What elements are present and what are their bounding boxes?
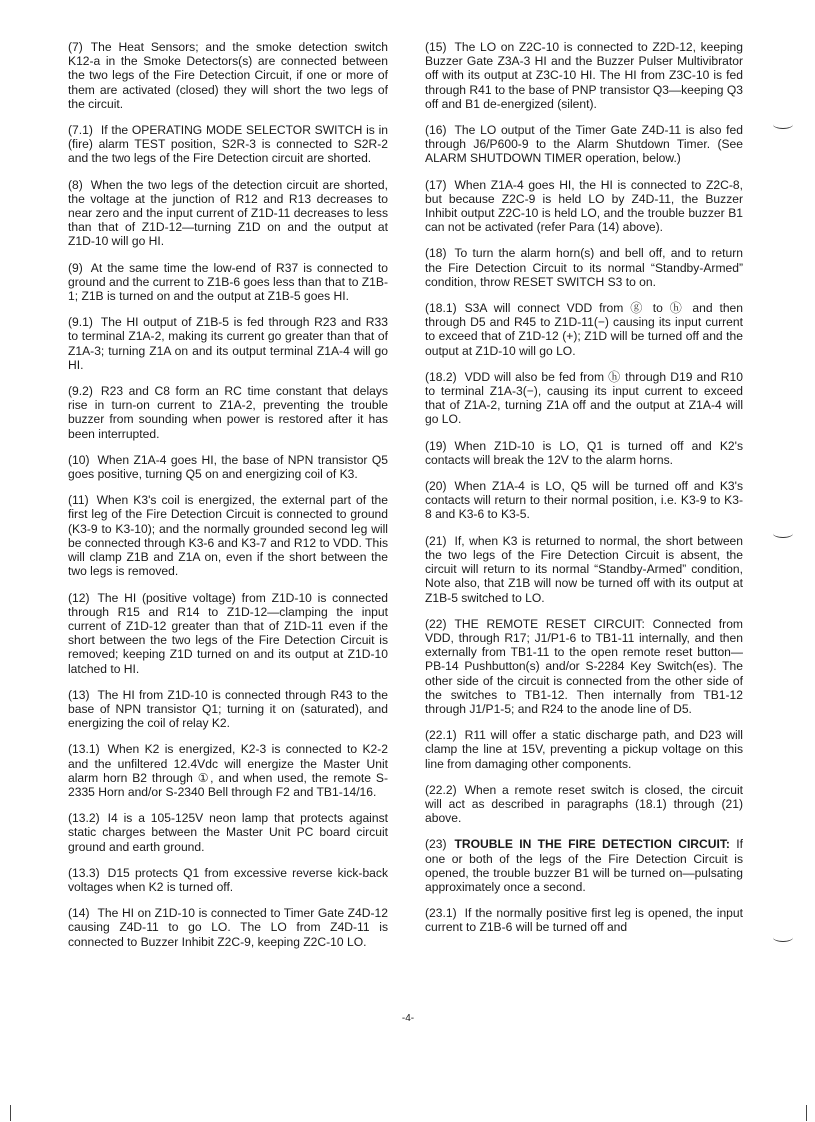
paragraph-number: (13) <box>68 687 90 702</box>
paragraph <box>425 246 743 289</box>
paragraph <box>68 178 388 249</box>
paragraph <box>425 123 743 166</box>
paragraph-number: (22.1) <box>425 728 457 743</box>
paragraph <box>68 384 388 441</box>
paragraph <box>68 866 388 894</box>
scan-edge-mark <box>10 1105 11 1121</box>
paragraph-text: When Z1D-10 is LO, Q1 is turned off and K2's contacts will break the 12V to the alarm horns. <box>425 438 743 467</box>
paragraph-number: (9.2) <box>68 384 93 399</box>
paragraph-text: The LO on Z2C-10 is connected to Z2D-12, keeping Buzzer Gate Z3A-3 HI and the Buzzer Pulser Multivibrator off with its output at Z3C-10 HI. The HI from Z3C-10 is fed through R41 to the base of PNP transistor Q3—keeping Q3 off and B1 de-energized (silent). <box>425 40 743 111</box>
paragraph-text: When Z1A-4 goes HI, the base of NPN transistor Q5 goes positive, turning Q5 on and energizing coil of K3. <box>68 452 388 482</box>
paragraph <box>425 40 743 111</box>
paragraph-number: (15) <box>425 40 447 54</box>
paragraph-text: VDD will also be fed from ⓗ through D19 and R10 to terminal Z1A-3(−), causing its input current to exceed that of Z1A-2, turning Z1A off and the output at Z1A-4 will go LO. <box>425 369 743 427</box>
paragraph-text: THE REMOTE RESET CIRCUIT: Connected from VDD, through R17; J1/P1-6 to TB1-11 internally, and then externally from TB1-11 to the open remote reset button—PB-14 Pushbutton(s) and/or S-2284 Key Switch(es). The other side of the circuit is connected from the other side of the switches to TB1-12. Then internally from TB1-12 through J1/P1-5; and R24 to the anode line of D5. <box>425 616 743 716</box>
paragraph <box>68 906 388 949</box>
paragraph <box>68 493 388 578</box>
paragraph-text: When the two legs of the detection circuit are shorted, the voltage at the junction of R12 and R13 decreases to near zero and the input current of Z1D-11 decreases to less than that of Z1D-12—turning Z1D on and the output at Z1D-10 will go HI. <box>68 177 388 249</box>
paragraph <box>425 301 743 358</box>
paragraph-number: (9) <box>68 260 83 275</box>
paragraph-number: (20) <box>425 479 447 494</box>
paragraph-text: If one or both of the legs of the Fire Detection Circuit is opened, the trouble buzzer B1 will be turned on—pulsating approximately once a second. <box>425 837 743 894</box>
paragraph-text: The HI on Z1D-10 is connected to Timer Gate Z4D-12 causing Z4D-11 to go LO. The LO from Z4D-11 is connected to Buzzer Inhibit Z2C-9, keeping Z2C-10 LO. <box>68 906 388 949</box>
paragraph-text: If the normally positive first leg is opened, the input current to Z1B-6 will be turned off and <box>425 906 743 935</box>
paragraph <box>425 370 743 427</box>
paragraph-number: (16) <box>425 123 447 138</box>
margin-mark <box>773 933 793 942</box>
paragraph <box>68 261 388 304</box>
paragraph <box>68 40 388 111</box>
paragraph <box>68 123 388 166</box>
paragraph <box>425 534 743 605</box>
paragraph-number: (9.1) <box>68 315 93 330</box>
paragraph-text: The HI (positive voltage) from Z1D-10 is connected through R15 and R14 to Z1D-12—clamping the input current of Z1D-12 greater than that of Z1D-11 even if the short between the two legs of the Fire Detection Circuit is removed; keeping Z1D turned on and its output at Z1D-10 latched to HI. <box>68 590 388 676</box>
paragraph-number: (13.1) <box>68 742 100 757</box>
paragraph-number: (11) <box>68 493 89 508</box>
paragraph-text: R23 and C8 form an RC time constant that delays rise in turn-on current to Z1A-2, preventing the trouble buzzer from sounding when power is restored after it has been interrupted. <box>68 384 388 441</box>
page-number: -4- <box>401 1013 415 1024</box>
paragraph-number: (18.1) <box>425 301 457 316</box>
paragraph <box>68 315 388 372</box>
paragraph <box>68 688 388 731</box>
paragraph-text: To turn the alarm horn(s) and bell off, and to return the Fire Detection Circuit to its normal “Standby-Armed” condition, throw RESET SWITCH S3 to on. <box>425 246 743 289</box>
paragraph-text: When Z1A-4 goes HI, the HI is connected to Z2C-8, but because Z2C-9 is held LO by Z4D-11, the Buzzer Inhibit output Z2C-10 is held LO, and the trouble buzzer B1 can not be activated (refer Para (14) above). <box>425 177 743 235</box>
paragraph <box>68 591 388 676</box>
margin-mark <box>773 529 793 538</box>
margin-mark <box>773 120 793 129</box>
paragraph-text: The HI from Z1D-10 is connected through R43 to the base of NPN transistor Q1; turning it on (saturated), and energizing the coil of relay K2. <box>68 687 388 731</box>
paragraph-text: When Z1A-4 is LO, Q5 will be turned off and K3's contacts will return to their normal position, i.e. K3-9 to K3-8 and K3-6 to K3-5. <box>425 479 743 522</box>
paragraph-number: (17) <box>425 177 447 192</box>
paragraph-text: I4 is a 105-125V neon lamp that protects against static charges between the Master Unit PC board circuit ground and earth ground. <box>68 811 388 854</box>
paragraph-text: D15 protects Q1 from excessive reverse kick-back voltages when K2 is turned off. <box>68 865 388 894</box>
paragraph <box>425 906 743 934</box>
paragraph-number: (18.2) <box>425 369 457 384</box>
paragraph-number: (23) <box>425 837 447 852</box>
paragraph-number: (13.3) <box>68 865 100 880</box>
paragraph <box>68 742 388 799</box>
paragraph-number: (22) <box>425 616 447 631</box>
right-column <box>425 40 743 947</box>
paragraph-text: The Heat Sensors; and the smoke detection switch K12-a in the Smoke Detectors(s) are connected between the two legs of the Fire Detection Circuit, if one or more of them are activated (closed) they will short the two legs of the circuit. <box>68 40 388 111</box>
paragraph-text: R11 will offer a static discharge path, and D23 will clamp the line at 15V, preventing a pickup voltage on this line from damaging other components. <box>425 728 743 771</box>
paragraph-text: The LO output of the Timer Gate Z4D-11 is also fed through J6/P600-9 to the Alarm Shutdown Timer. (See ALARM SHUTDOWN TIMER operation, below.) <box>425 123 743 166</box>
paragraph <box>425 783 743 826</box>
paragraph-number: (18) <box>425 246 447 261</box>
paragraph-text: When K2 is energized, K2-3 is connected to K2-2 and the unfiltered 12.4Vdc will energize the Master Unit alarm horn B2 through ①, and when used, the remote S-2335 Horn and/or S-2340 Bell through F2 and TB1-14/16. <box>68 742 388 799</box>
left-column <box>68 40 388 961</box>
paragraph <box>425 178 743 235</box>
paragraph <box>68 453 388 481</box>
paragraph <box>425 728 743 771</box>
paragraph-number: (14) <box>68 906 90 921</box>
paragraph-text: The HI output of Z1B-5 is fed through R23 and R33 to terminal Z1A-2, making its current go greater than that of Z1A-3; turning Z1A on and its output terminal Z1A-4 will go HI. <box>68 315 388 372</box>
paragraph-number: (21) <box>425 533 447 548</box>
paragraph-text: If the OPERATING MODE SELECTOR SWITCH is in (fire) alarm TEST position, S2R-3 is connected to S2R-2 and the two legs of the Fire Detection circuit are shorted. <box>68 123 388 166</box>
paragraph-number: (10) <box>68 452 90 467</box>
paragraph-text: When a remote reset switch is closed, the circuit will act as described in paragraphs (18.1) through (21) above. <box>425 782 743 826</box>
paragraph-number: (13.2) <box>68 811 100 826</box>
paragraph <box>425 439 743 467</box>
paragraph <box>68 811 388 854</box>
paragraph-text: If, when K3 is returned to normal, the short between the two legs of the Fire Detection Circuit is absent, the circuit will return to its normal “Standby-Armed” condition, Note also, that Z1B will now be turned off with its output at Z1B-5 switched to LO. <box>425 533 743 605</box>
paragraph <box>425 837 743 894</box>
paragraph-number: (12) <box>68 590 90 605</box>
paragraph <box>425 479 743 522</box>
section-heading: TROUBLE IN THE FIRE DETECTION CIRCUIT: <box>454 837 730 852</box>
paragraph-number: (19) <box>425 438 447 453</box>
paragraph-number: (7.1) <box>68 123 93 138</box>
paragraph-number: (8) <box>68 177 83 192</box>
paragraph-number: (22.2) <box>425 782 457 797</box>
paragraph-number: (7) <box>68 40 83 54</box>
paragraph-text: S3A will connect VDD from ⓖ to ⓗ and then through D5 and R45 to Z1D-11(−) causing its input current to exceed that of Z1D-12 (+); Z1D will be turned off and the output at Z1D-10 will go LO. <box>425 301 743 358</box>
paragraph <box>425 617 743 716</box>
paragraph-text: When K3's coil is energized, the external part of the first leg of the Fire Detection Circuit is connected to ground (K3-9 to K3-10); and the normally grounded second leg will be connected through K3-6 and K3-7 and R12 to VDD. This will clamp Z1B and Z1A on, even if the short between the two legs is removed. <box>68 493 388 579</box>
paragraph-text: At the same time the low-end of R37 is connected to ground and the current to Z1B-6 goes less than that to Z1B-1; Z1B is turned on and the output at Z1B-5 goes HI. <box>68 260 389 304</box>
scan-edge-mark <box>806 1105 807 1121</box>
paragraph-number: (23.1) <box>425 906 457 921</box>
